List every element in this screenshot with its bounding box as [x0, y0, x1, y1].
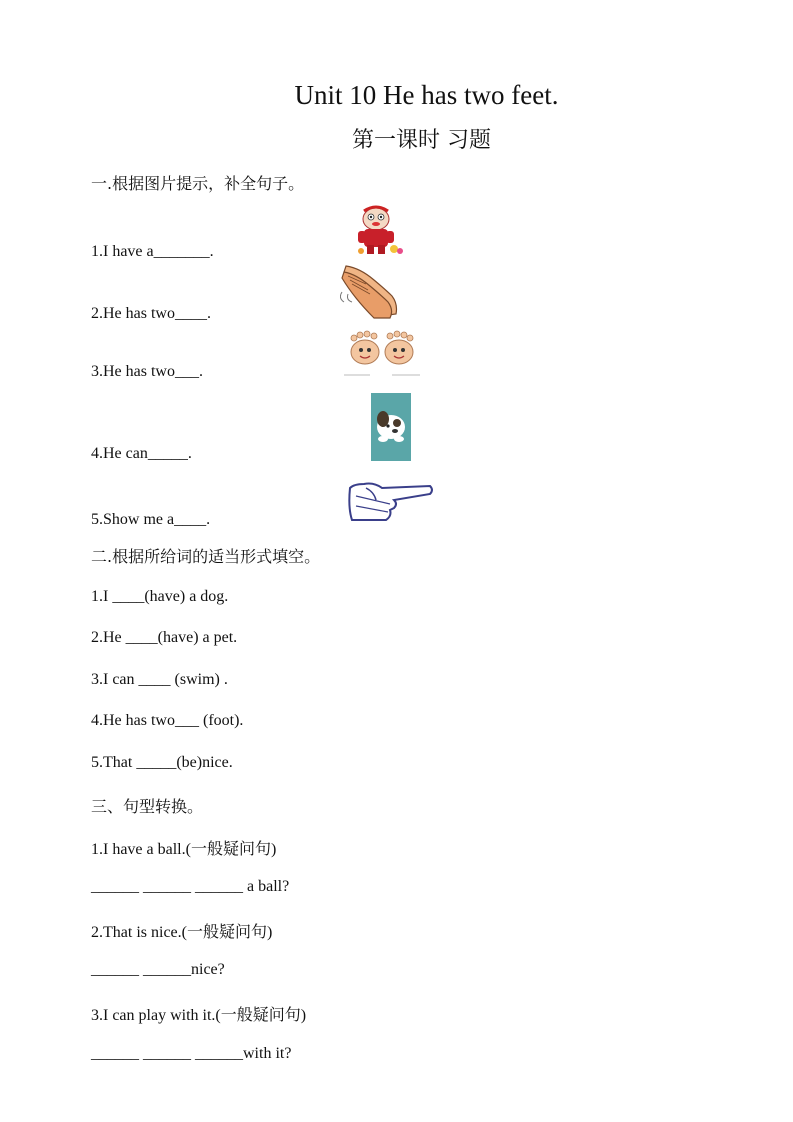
part1-item-5: 5.Show me a____. — [91, 511, 211, 528]
part3-answer-2: ______ ______nice? — [91, 961, 225, 978]
part1-item-2: 2.He has two____. — [91, 305, 211, 322]
part3-answer-1: ______ ______ ______ a ball? — [91, 878, 290, 895]
robot-doll-icon — [350, 205, 406, 257]
page-subtitle: 第一课时 习题 — [352, 128, 491, 153]
part2-item-2: 2.He ____(have) a pet. — [91, 629, 238, 646]
part2-heading: 二.根据所给词的适当形式填空。 — [91, 547, 321, 566]
two-feet-icon — [340, 330, 424, 380]
part1-heading: 一.根据图片提示，补全句子。 — [91, 174, 305, 193]
part2-item-1: 1.I ____(have) a dog. — [91, 588, 229, 605]
swimming-dog-icon — [371, 393, 411, 461]
part1-item-4: 4.He can_____. — [91, 445, 192, 462]
part3-prompt-3: 3.I can play with it.(一般疑问句) — [91, 1007, 307, 1024]
part3-prompt-2: 2.That is nice.(一般疑问句) — [91, 924, 273, 941]
part3-prompt-1: 1.I have a ball.(一般疑问句) — [91, 841, 277, 858]
part2-item-3: 3.I can ____ (swim) . — [91, 671, 228, 688]
pointing-finger-icon — [346, 478, 436, 524]
part1-item-1: 1.I have a_______. — [91, 243, 214, 260]
part3-heading: 三、句型转换。 — [91, 797, 204, 816]
clapping-hands-icon — [340, 262, 404, 320]
part2-item-4: 4.He has two___ (foot). — [91, 712, 244, 729]
page-title: Unit 10 He has two feet. — [294, 80, 559, 110]
part3-answer-3: ______ ______ ______with it? — [91, 1045, 292, 1062]
part1-item-3: 3.He has two___. — [91, 363, 203, 380]
part2-item-5: 5.That _____(be)nice. — [91, 754, 233, 771]
